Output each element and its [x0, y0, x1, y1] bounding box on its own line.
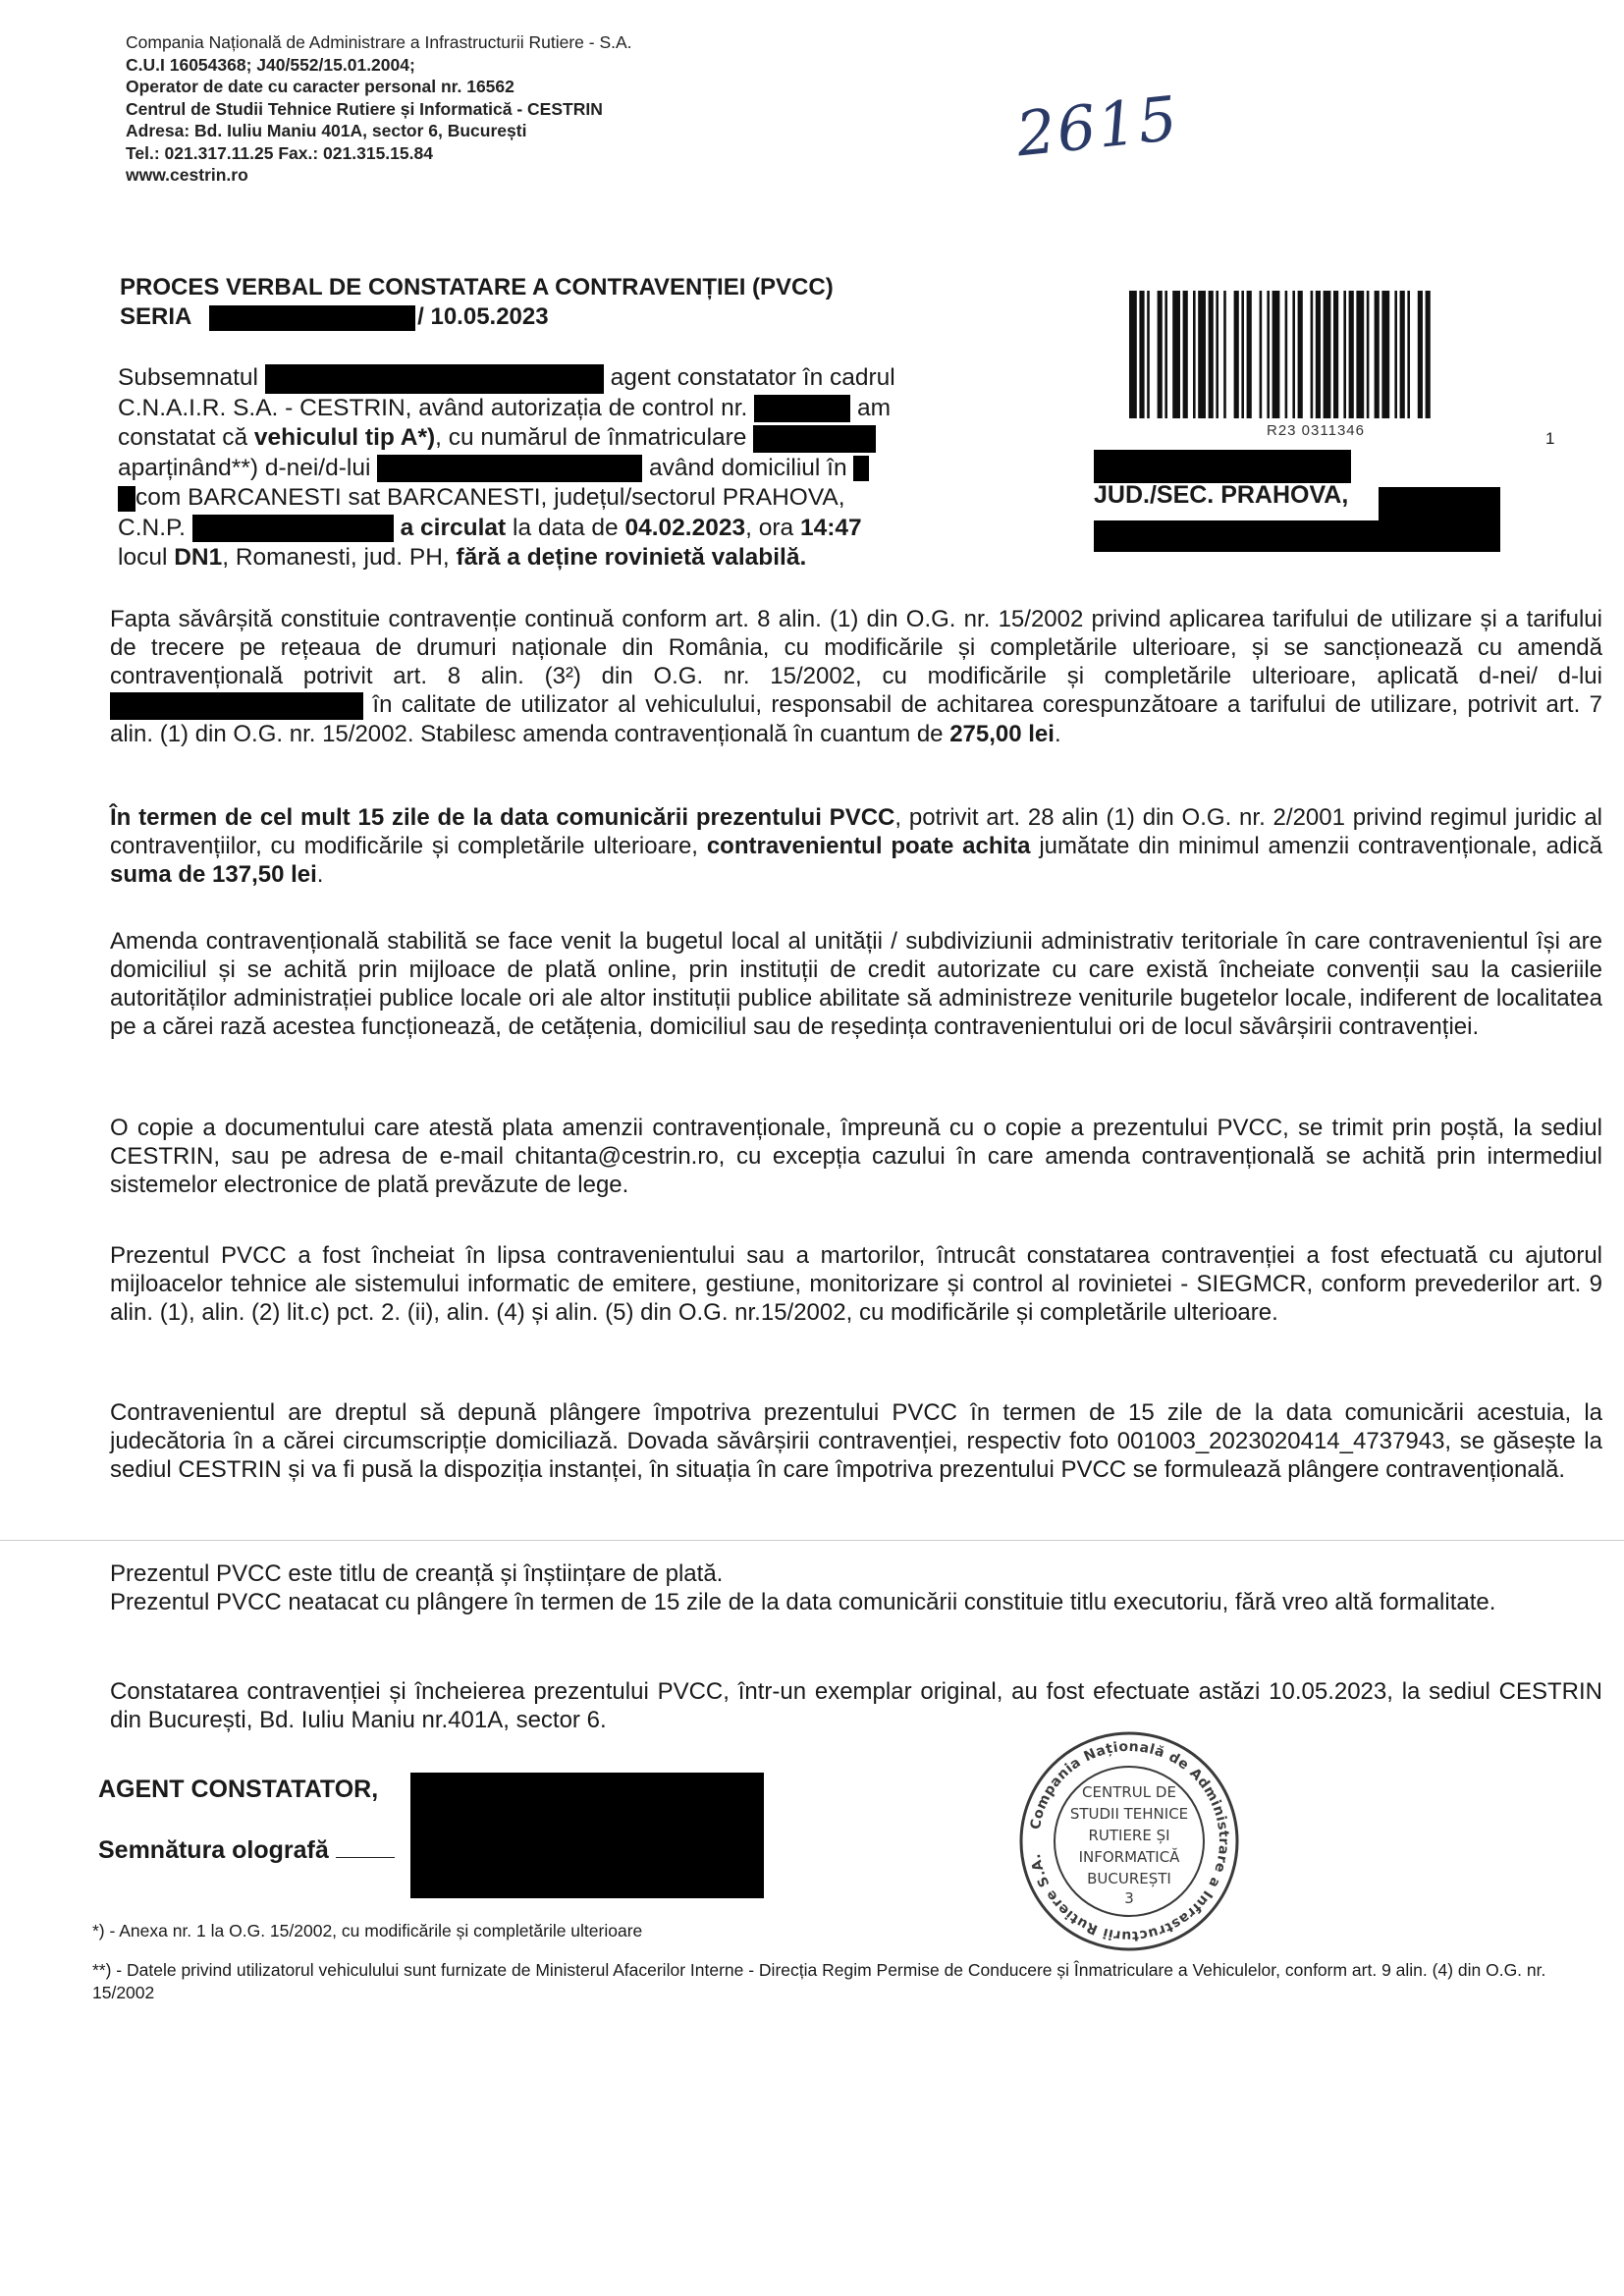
redaction-bar: [110, 692, 363, 720]
barcode-bar: [1193, 291, 1196, 418]
barcode-bar: [1418, 291, 1423, 418]
barcode-bar: [1349, 291, 1354, 418]
barcode-bar: [1324, 291, 1331, 418]
barcode-bar: [1311, 291, 1314, 418]
redaction-bar: [1094, 450, 1351, 483]
stamp-line: BUCUREȘTI: [1087, 1870, 1171, 1887]
official-stamp: [1016, 1728, 1242, 1954]
barcode-bar: [1285, 291, 1288, 418]
text: com BARCANESTI sat BARCANESTI, județul/sectorul PRAHOVA,: [135, 484, 845, 512]
text: fără a deține rovinietă valabilă.: [456, 544, 807, 572]
signature-redaction: [410, 1773, 764, 1898]
company-address: Adresa: Bd. Iuliu Maniu 401A, sector 6, București: [126, 121, 527, 140]
text: locul: [118, 544, 168, 572]
text: în calitate de utilizator al vehiculului, responsabil de achitarea corespunzătoare a tarifului de utilizare, potrivit art. 7 alin. (1) din O.G. nr. 15/2002. Stabilesc amenda contravențională în cuantum de: [110, 691, 1602, 747]
recipient-county: JUD./SEC. PRAHOVA,: [1094, 481, 1349, 509]
text: C.N.A.I.R. S.A. - CESTRIN, având autorizația de control nr.: [118, 394, 748, 421]
barcode-bar: [1400, 291, 1405, 418]
text: 14:47: [799, 514, 862, 541]
stamp-line: STUDII TEHNICE: [1069, 1805, 1189, 1823]
intro-paragraph: [118, 363, 952, 574]
text: având domiciliul în: [649, 454, 847, 481]
intro-line: [118, 543, 952, 574]
intro-line: [118, 363, 952, 394]
text: , ora: [745, 514, 794, 541]
barcode-bar: [1394, 291, 1397, 418]
company-cui: C.U.I 16054368; J40/552/15.01.2004;: [126, 54, 415, 75]
redaction-bar: [754, 395, 850, 422]
paragraph-enforceable: Prezentul PVCC neatacat cu plângere în termen de 15 zile de la data comunicării constituie titlu executoriu, fără vreo altă formalitate.: [110, 1589, 1496, 1615]
fine-amount: 275,00 lei: [949, 720, 1055, 747]
barcode-bar: [1139, 291, 1144, 418]
barcode-bar: [1183, 291, 1188, 418]
paragraph-complaint: Contravenientul are dreptul să depună plângere împotriva prezentului PVCC în termen de 15 zile de la data comunicării acestuia, la judecătoria în a cărei circumscripție domiciliază. Dovada săvârșirii contravenției, respectiv foto 001003_2023020414_4737943, se găsește la sediul CESTRIN și va fi pusă la dispoziția instanței, în situația în care împotriva prezentului PVCC se formulează plângere contravențională.: [110, 1399, 1602, 1483]
barcode-bar: [1164, 291, 1167, 418]
document-title: [120, 273, 834, 332]
barcode-bar: [1209, 291, 1214, 418]
recipient-block: [1094, 450, 1506, 552]
intro-line: [118, 423, 952, 454]
redaction-bar: [118, 486, 135, 512]
text: Subsemnatul: [118, 364, 259, 391]
text: , Romanesti, jud. PH,: [222, 544, 450, 572]
signature-label: [98, 1836, 395, 1865]
barcode-bar: [1381, 291, 1389, 418]
redaction-bar: [753, 425, 876, 453]
redaction-bar: [265, 364, 604, 394]
paragraph-absence: Prezentul PVCC a fost încheiat în lipsa contravenientului sau a martorilor, întrucât constatarea contravenției a fost efectuată cu ajutorul mijloacelor tehnice ale sistemului informatic de emitere, gestiune, monitorizare și control al rovinietei - SIEGMCR, conform prevederilor art. 9 alin. (1), alin. (2) lit.c) pct. 2. (ii), alin. (4) și alin. (5) din O.G. nr.15/2002, cu modificările și completările ulterioare.: [110, 1242, 1602, 1326]
barcode-bar: [1292, 291, 1295, 418]
paragraph-conclusion: Constatarea contravenției și încheierea prezentului PVCC, într-un exemplar original, au fost efectuate astăzi 10.05.2023, la sediul CESTRIN din București, Bd. Iuliu Maniu nr.401A, sector 6.: [110, 1678, 1602, 1733]
barcode-bar: [1407, 291, 1410, 418]
text: am: [856, 394, 892, 421]
agent-label: AGENT CONSTATATOR,: [98, 1776, 379, 1803]
footnote-2: **) - Datele privind utilizatorul vehiculului sunt furnizate de Ministerul Afacerilor Interne - Direcția Regim Permise de Conducere și Înmatriculare a Vehiculelor, conform art. 9 alin. (4) din O.G. nr. 15/2002: [92, 1960, 1546, 2002]
redaction-bar: [209, 305, 415, 331]
redaction-bar: [853, 456, 869, 481]
handwritten-number: 2615: [1012, 82, 1183, 171]
barcode-bar: [1267, 291, 1270, 418]
stamp-line: CENTRUL DE: [1082, 1783, 1176, 1801]
redaction-bar: [377, 455, 642, 482]
text: DN1: [174, 544, 223, 572]
barcode-number: R23 0311346: [1267, 422, 1365, 439]
barcode-bar: [1172, 291, 1180, 418]
barcode-bar: [1158, 291, 1163, 418]
paragraph-offense: [110, 605, 1602, 748]
barcode: [1129, 291, 1502, 418]
redaction-bar: [192, 515, 394, 542]
barcode-bar: [1426, 291, 1431, 418]
barcode-bar: [1316, 291, 1321, 418]
text: În termen de cel mult 15 zile de la data comunicării prezentului PVCC: [110, 804, 895, 831]
intro-line: [118, 483, 952, 514]
barcode-bar: [1298, 291, 1303, 418]
text: contravenientul poate achita: [706, 833, 1031, 859]
paragraph-payment: Amenda contravențională stabilită se face venit la bugetul local al unității / subdiviziunii administrativ teritoriale în care contravenientul își are domiciliul și se achită prin mijloace de plată online, prin instituții de credit autorizate cu care există încheiate convenții sau la casieriile autorităților administrației publice locale ori ale altor instituții publice abilitate să administreze veniturile bugetelor locale, indiferent de localitatea pe a cărei rază acestea funcționează, de cetățenia, domiciliul sau de reședința contravenientului ori de locul săvârșirii contravenției.: [110, 928, 1602, 1040]
barcode-bar: [1241, 291, 1244, 418]
text: , potrivit art. 28 alin (1) din O.G. nr. 2/2001 privind regimul juridic al contravențiilor, cu modificările și completările ulterioare,: [110, 804, 1602, 859]
text: a circulat: [400, 514, 507, 541]
redaction-bar: [1094, 520, 1500, 552]
series-label: SERIA: [120, 303, 191, 330]
footnote-1: *) - Anexa nr. 1 la O.G. 15/2002, cu modificările și completările ulterioare: [92, 1921, 643, 1941]
redaction-bar: [1379, 487, 1500, 520]
title-line: PROCES VERBAL DE CONSTATARE A CONTRAVENȚIEI (PVCC): [120, 274, 834, 301]
company-name: Compania Națională de Administrare a Infrastructurii Rutiere - S.A.: [126, 32, 632, 52]
stamp-outer-text: Compania Națională de Administrare a Infrastructurii Rutiere S.A.: [1027, 1738, 1232, 1944]
fold-line: [0, 1540, 1624, 1541]
text: la data de: [513, 514, 619, 541]
barcode-bar: [1343, 291, 1346, 418]
barcode-bar: [1272, 291, 1280, 418]
paragraph-reduced-fine: [110, 803, 1602, 889]
barcode-bar: [1223, 291, 1226, 418]
intro-line: [118, 514, 952, 544]
text: .: [1054, 720, 1061, 747]
series-line: [120, 302, 834, 332]
stamp-line: RUTIERE ȘI: [1088, 1827, 1170, 1844]
text: .: [316, 861, 324, 888]
text: Semnătura olografă: [98, 1836, 329, 1864]
barcode-bar: [1216, 291, 1218, 418]
barcode-bar: [1147, 291, 1150, 418]
text: 04.02.2023: [624, 514, 746, 541]
barcode-bar: [1375, 291, 1380, 418]
company-website: www.cestrin.ro: [126, 165, 248, 185]
company-phone: Tel.: 021.317.11.25 Fax.: 021.315.15.84: [126, 142, 433, 163]
text: Fapta săvârșită constituie contravenție continuă conform art. 8 alin. (1) din O.G. nr. 15/2002 privind aplicarea tarifului de utilizare și a tarifului de trecere pe rețeaua de drumuri naționale din România, cu modificările și completările ulterioare, și se sancționează cu amendă contravențională potrivit art. 8 alin. (3²) din O.G. nr. 15/2002, cu modificările și completările ulterioare, aplicată d-nei/ d-lui: [110, 606, 1602, 689]
barcode-bar: [1234, 291, 1239, 418]
barcode-bar: [1356, 291, 1364, 418]
barcode-bar: [1247, 291, 1252, 418]
barcode-bar: [1129, 291, 1137, 418]
text: vehiculul tip A*): [253, 424, 436, 452]
barcode-bar: [1333, 291, 1338, 418]
page-number: 1: [1545, 429, 1555, 448]
intro-line: [118, 394, 952, 424]
stamp-line: 3: [1124, 1889, 1134, 1907]
text: , cu numărul de înmatriculare: [435, 424, 747, 452]
text: jumătate din minimul amenzii contravenționale, adică: [1039, 833, 1603, 859]
barcode-bar: [1367, 291, 1370, 418]
barcode-bar: [1260, 291, 1263, 418]
stamp-line: INFORMATICĂ: [1078, 1848, 1180, 1866]
data-operator: Operator de date cu caracter personal nr. 16562: [126, 77, 514, 96]
company-header: [126, 31, 632, 187]
paragraph-proof-copy: O copie a documentului care atestă plata amenzii contravenționale, împreună cu o copie a prezentului PVCC, se trimit prin poștă, la sediul CESTRIN, sau pe adresa de e-mail chitanta@cestrin.ro, cu excepția cazului în care amenda contravențională se achită prin intermediul sistemelor electronice de plată prevăzute de lege.: [110, 1115, 1602, 1198]
text: agent constatator în cadrul: [610, 364, 895, 391]
signature-line: [336, 1857, 395, 1858]
intro-line: [118, 454, 952, 484]
center-name: Centrul de Studii Tehnice Rutiere și Informatică - CESTRIN: [126, 98, 603, 119]
paragraph-title-claim: Prezentul PVCC este titlu de creanță și înștiințare de plată.: [110, 1560, 724, 1587]
text: C.N.P.: [118, 514, 186, 541]
barcode-bar: [1198, 291, 1206, 418]
text: aparținând**) d-nei/d-lui: [118, 454, 371, 481]
reduced-amount: suma de 137,50 lei: [110, 861, 317, 888]
series-date: / 10.05.2023: [417, 303, 549, 330]
text: constatat că: [118, 424, 248, 452]
